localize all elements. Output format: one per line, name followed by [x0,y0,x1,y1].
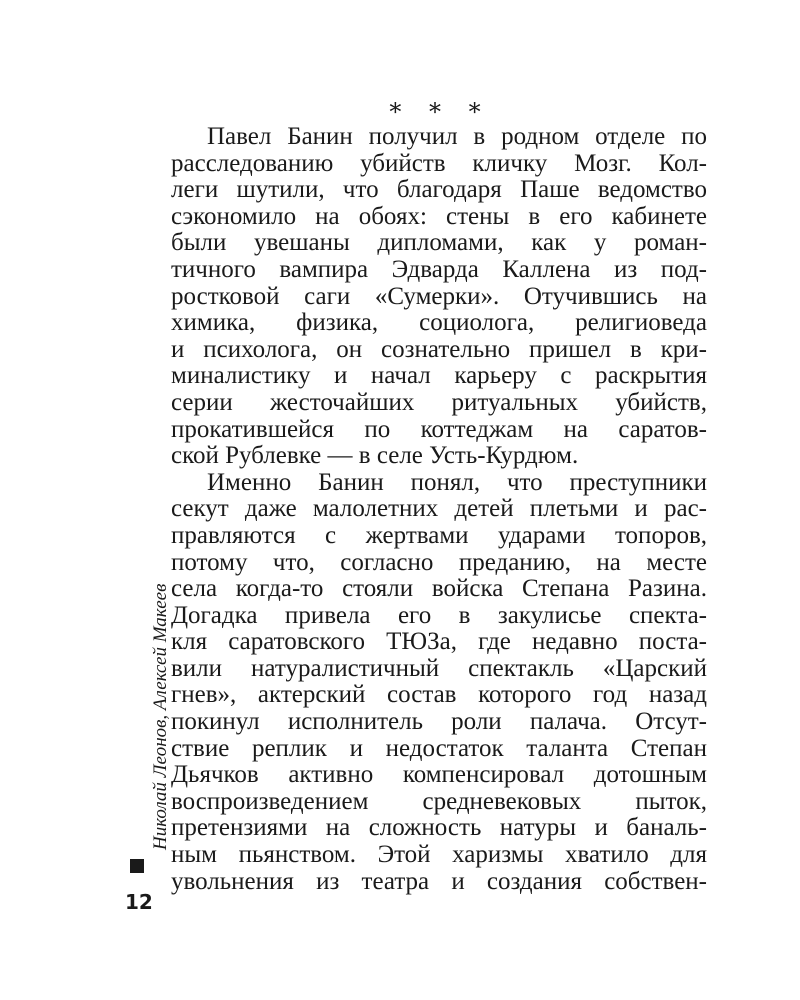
text-line: потому что, согласно преданию, на месте [171,548,707,576]
text-line: претензиями на сложность натуры и баналь- [171,814,707,842]
text-line: химика, физика, социолога, религиоведа [171,309,707,337]
section-separator: * * * [389,98,491,126]
text-line: вили натуралистичный спектакль «Царский [171,654,707,682]
text-line: Догадка привела его в закулисье спекта- [171,601,707,629]
text-line: правляются с жертвами ударами топоров, [171,521,707,549]
running-head-authors: Николай Леонов, Алексей Макеев [150,583,171,850]
text-line: Именно Банин понял, что преступники [207,468,707,496]
text-line: воспроизведением средневековых пыток, [171,787,707,815]
text-line: гнев», актерский состав которого год назад [171,681,707,709]
text-line: села когда-то стояли войска Степана Разина. [171,575,707,603]
text-line: ростковой саги «Сумерки». Отучившись на [171,282,707,310]
text-line: кля саратовского ТЮЗа, где недавно поста- [171,628,707,656]
text-line: серии жесточайших ритуальных убийств, [171,388,707,416]
text-line: сэкономило на обоях: стены в его кабинете [171,202,707,230]
page-number: 12 [125,890,153,914]
text-line: леги шутили, что благодаря Паше ведомство [171,176,707,204]
text-line: тичного вампира Эдварда Каллена из под- [171,255,707,283]
text-line: расследованию убийств кличку Мозг. Кол- [171,149,707,177]
body-text [171,124,707,895]
text-line: прокатившейся по коттеджам на саратов- [171,415,707,443]
text-line: и психолога, он сознательно пришел в кри- [171,335,707,363]
text-line: ным пьянством. Этой харизмы хватило для [171,841,707,869]
running-head-marker [130,859,144,873]
text-line: ской Рублевке — в селе Усть-Курдюм. [171,442,579,470]
text-line: миналистику и начал карьеру с раскрытия [171,362,707,390]
text-line: Павел Банин получил в родном отделе по [207,123,707,150]
text-line: секут даже малолетних детей плетьми и рас- [171,495,707,523]
text-line: ствие реплик и недостаток таланта Степан [171,734,707,762]
text-line: были увешаны дипломами, как у роман- [171,229,707,257]
text-line: покинул исполнитель роли палача. Отсут- [171,708,707,736]
text-line: увольнения из театра и создания собствен- [171,867,707,895]
text-line: Дьячков активно компенсировал дотошным [171,761,707,789]
